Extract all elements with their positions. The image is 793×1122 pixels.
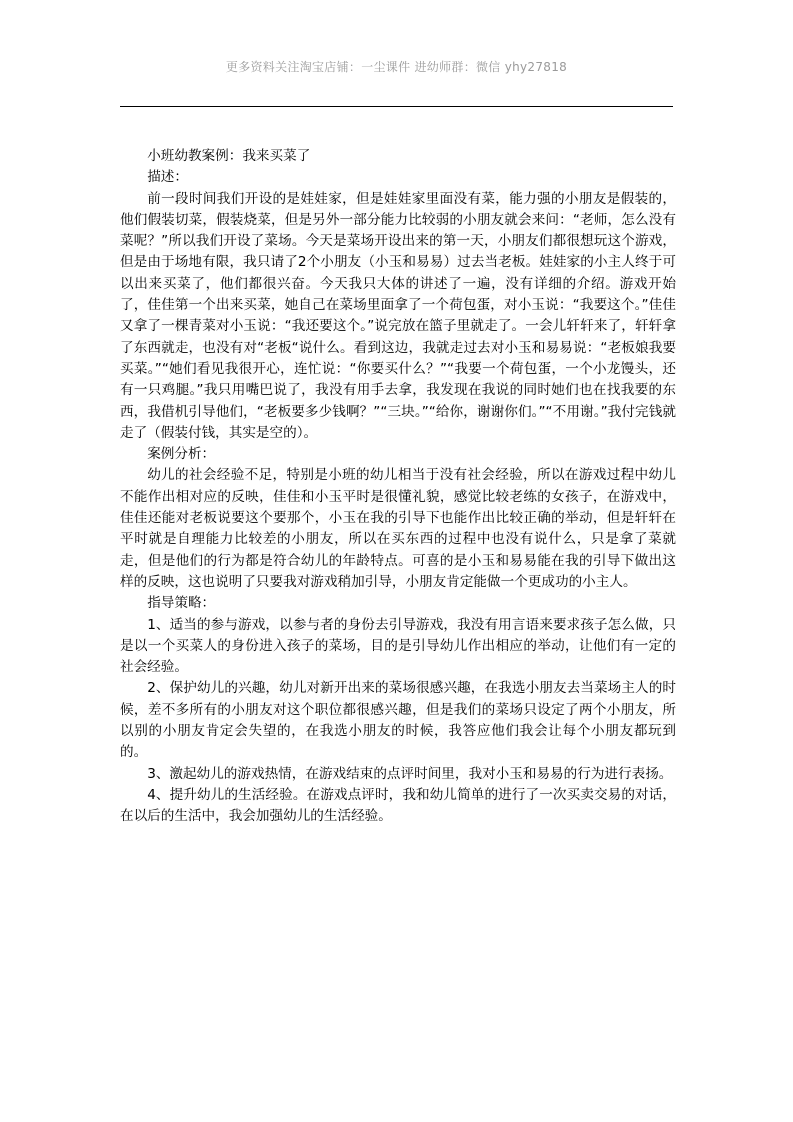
analysis-paragraph: 幼儿的社会经验不足，特别是小班的幼儿相当于没有社会经验，所以在游戏过程中幼儿不能作出相对应的反映，佳佳和小玉平时是很懂礼貌，感觉比较老练的女孩子，在游戏中，佳佳还能对老板说要这个要那个，小玉在我的引导下也能作出比较正确的举动，但是轩轩在平时就是自理能力比较差的小朋友，所以在买东西的过程中也没有说什么，只是拿了菜就走，但是他们的行为都是符合幼儿的年龄特点。可喜的是小玉和易易能在我的引导下做出这样的反映，这也说明了只要我对游戏稍加引导，小朋友肯定能做一个更成功的小主人。 — [120, 467, 676, 590]
description-paragraph: 前一段时间我们开设的是娃娃家，但是娃娃家里面没有菜，能力强的小朋友是假装的，他们假装切菜，假装烧菜，但是另外一部分能力比较弱的小朋友就会来问：“老师，怎么没有菜呢？”所以我们开设了菜场。今天是菜场开设出来的第一天，小朋友们都很想玩这个游戏，但是由于场地有限，我只请了2个小朋友（小玉和易易）过去当老板。娃娃家的小主人终于可以出来买菜了，他们都很兴奋。今天我只大体的讲述了一遍，没有详细的介绍。游戏开始了，佳佳第一个出来买菜，她自己在菜场里面拿了一个荷包蛋，对小玉说：“我要这个。”佳佳又拿了一棵青菜对小玉说：“我还要这个。”说完放在篮子里就走了。一会儿轩轩来了，轩轩拿了东西就走，也没有对“老板“说什么。看到这边，我就走过去对小玉和易易说：“老板娘我要买菜。”“她们看见我很开心，连忙说：“你要买什么？”“我要一个荷包蛋，一个小龙馒头，还有一只鸡腿。”我只用嘴巴说了，我没有用手去拿，我发现在我说的同时她们也在找我要的东西，我借机引导他们，“老板要多少钱啊？”“三块。”“给你，谢谢你们。”“不用谢。”我付完钱就走了（假装付钱，其实是空的）。 — [120, 190, 676, 441]
strategy-item-2: 2、保护幼儿的兴趣，幼儿对新开出来的菜场很感兴趣，在我选小朋友去当菜场主人的时候，差不多所有的小朋友对这个职位都很感兴趣，但是我们的菜场只设定了两个小朋友，所以别的小朋友肯定会失望的，在我选小朋友的时候，我答应他们我会让每个小朋友都玩到的。 — [120, 680, 676, 761]
strategy-heading: 指导策略： — [147, 595, 216, 612]
analysis-heading: 案例分析： — [147, 446, 216, 463]
strategy-item-1: 1、适当的参与游戏，以参与者的身份去引导游戏，我没有用言语来要求孩子怎么做，只是以一个买菜人的身份进入孩子的菜场，目的是引导幼儿作出相应的举动，让他们有一定的社会经验。 — [120, 616, 676, 676]
description-heading: 描述： — [147, 169, 188, 186]
page-header-note: 更多资料关注淘宝店铺：一尘课件 进幼师群：微信 yhy27818 — [225, 60, 568, 74]
document-body — [120, 146, 676, 828]
strategy-item-3: 3、激起幼儿的游戏热情，在游戏结束的点评时间里，我对小玉和易易的行为进行表扬。 — [147, 765, 673, 782]
document-title: 小班幼教案例：我来买菜了 — [147, 148, 311, 164]
strategy-item-4: 4、提升幼儿的生活经验。在游戏点评时，我和幼儿简单的进行了一次买卖交易的对话，在以后的生活中，我会加强幼儿的生活经验。 — [120, 786, 676, 825]
header-divider — [120, 106, 673, 107]
